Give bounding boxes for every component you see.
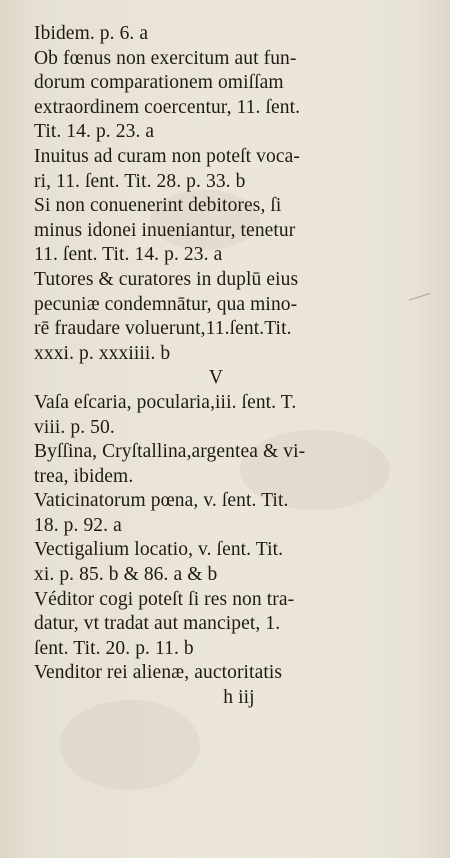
text-line: Vectigalium locatio, v. ſent. Tit. (34, 539, 284, 561)
text-line: 11. ſent. Tit. 14. p. 23. a (34, 244, 223, 266)
text-line: minus idonei inueniantur, tenetur (34, 219, 296, 241)
text-line: xxxi. p. xxxiiii. b (34, 342, 171, 364)
text-line: xi. p. 85. b & 86. a & b (34, 564, 218, 586)
text-line: Venditor rei alienæ, auctoritatis (34, 662, 283, 684)
text-line: ri, 11. ſent. Tit. 28. p. 33. b (34, 170, 246, 192)
section-letter: V (208, 367, 224, 389)
text-line: Ob fœnus non exercitum aut fun- (34, 47, 297, 69)
text-line: Tutores & curatores in duplū eius (34, 268, 299, 290)
text-line: Inuitus ad curam non poteſt voca- (34, 145, 300, 167)
text-line: Vaſa eſcaria, pocularia,iii. ſent. T. (34, 391, 297, 413)
paper-stain (60, 700, 200, 790)
text-line: rē fraudare voluerunt,11.ſent.Tit. (34, 318, 292, 340)
text-line: Si non conuenerint debitores, ſi (34, 195, 282, 217)
index-text (34, 22, 426, 711)
text-line: Byſſina, Cryſtallina,argentea & vi- (34, 441, 306, 463)
signature-mark: h iij (223, 687, 255, 709)
text-line: dorum comparationem omiſſam (34, 72, 284, 94)
text-line: Véditor cogi poteſt ſi res non tra- (34, 588, 295, 610)
text-line: viii. p. 50. (34, 416, 115, 438)
text-line: trea, ibidem. (34, 465, 134, 487)
text-line: Vaticinatorum pœna, v. ſent. Tit. (34, 490, 289, 512)
text-line: Ibidem. p. 6. a (34, 23, 149, 44)
text-line: Tit. 14. p. 23. a (34, 121, 155, 143)
text-line: ſent. Tit. 20. p. 11. b (34, 637, 194, 659)
text-line: pecuniæ condemnātur, qua mino- (34, 293, 298, 315)
text-line: 18. p. 92. a (34, 514, 122, 536)
text-line: datur, vt tradat aut mancipet, 1. (34, 613, 281, 635)
text-line: extraordinem coercentur, 11. ſent. (34, 96, 301, 118)
